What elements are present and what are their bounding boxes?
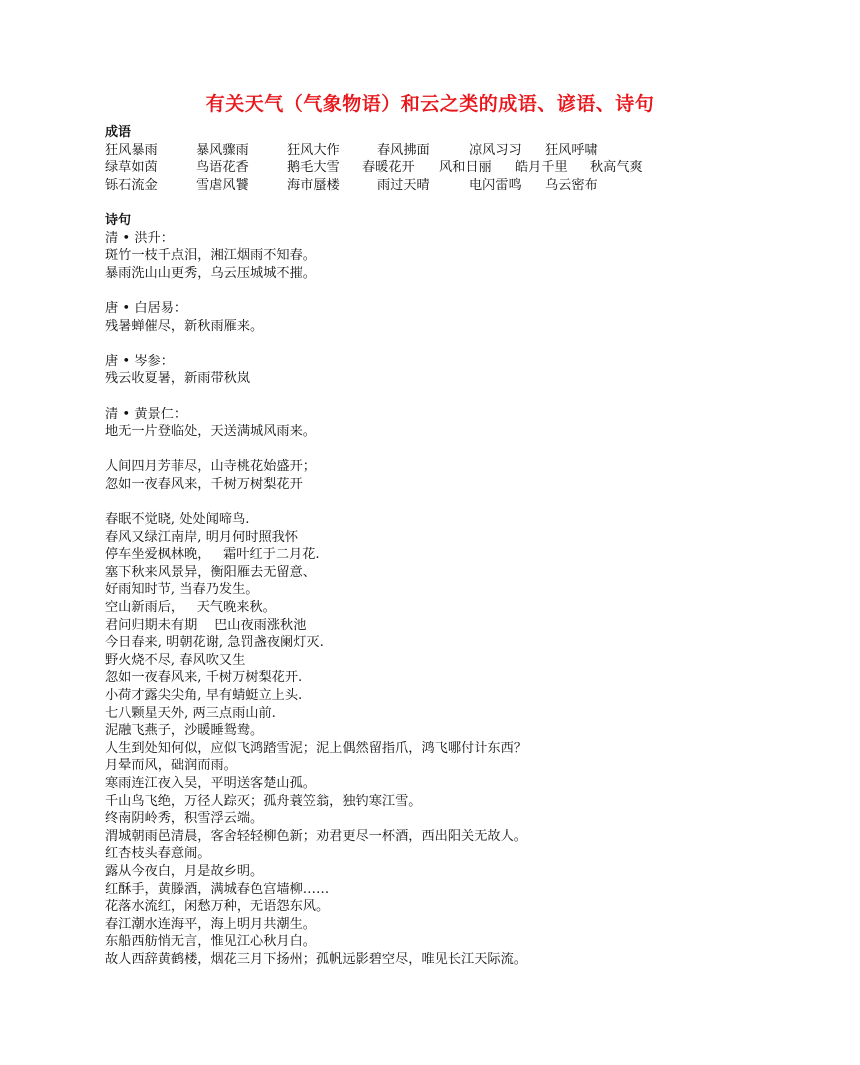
poem-block — [105, 353, 805, 388]
poem-block — [105, 230, 805, 283]
poem-author: 唐 • 白居易： — [105, 300, 188, 316]
poem-line: 君问归期未有期 巴山夜雨涨秋池 — [105, 617, 307, 633]
idiom-item: 皓月千里 — [515, 160, 568, 176]
poem-line: 故人西辞黄鹤楼，烟花三月下扬州；孤帆远影碧空尽，唯见长江天际流。 — [105, 951, 527, 967]
poem-line: 今日春来, 明朝花谢, 急罚盏夜阑灯灭. — [105, 635, 324, 651]
poem-line: 人间四月芳菲尽，山寺桃花始盛开； — [105, 459, 316, 475]
poem-line: 塞下秋来风景异，衡阳雁去无留意、 — [105, 564, 316, 580]
poem-line: 红酥手，黄滕酒，满城春色宫墙柳…… — [105, 881, 330, 897]
poem-block — [105, 511, 805, 968]
poem-line: 忽如一夜春风来，千树万树梨花开 — [105, 476, 303, 492]
idiom-item: 鸟语花香 — [196, 160, 249, 176]
idiom-item: 海市蜃楼 — [287, 177, 340, 193]
idiom-item: 春暖花开 — [362, 160, 415, 176]
idiom-item: 铄石流金 — [105, 177, 158, 193]
idioms-list — [105, 142, 805, 195]
poem-line: 春风又绿江南岸, 明月何时照我怀 — [105, 529, 299, 545]
poem-line: 东船西舫悄无言，惟见江心秋月白。 — [105, 934, 316, 950]
spacer — [105, 335, 805, 353]
poem-line: 残暑蝉催尽，新秋雨雁来。 — [105, 318, 264, 334]
idiom-item: 绿草如茵 — [105, 160, 158, 176]
poem-line: 人生到处知何似，应似飞鸿踏雪泥；泥上偶然留指爪，鸿飞哪付计东西？ — [105, 740, 527, 756]
poem-line: 红杏枝头春意闹。 — [105, 846, 211, 862]
idiom-item: 秋高气爽 — [590, 160, 643, 176]
poem-line: 露从今夜白，月是故乡明。 — [105, 863, 264, 879]
idiom-item: 凉风习习 — [469, 142, 522, 158]
document-body — [105, 124, 805, 969]
spacer — [105, 282, 805, 300]
poem-line: 停车坐爱枫林晚， 霜叶红于二月花. — [105, 547, 320, 563]
poem-line: 春江潮水连海平，海上明月共潮生。 — [105, 916, 316, 932]
poem-block — [105, 300, 805, 335]
poem-line: 七八颗星天外, 两三点雨山前. — [105, 705, 276, 721]
idiom-item: 狂风暴雨 — [105, 142, 158, 158]
poem-line: 渭城朝雨邑清晨，客舍轻轻柳色新；劝君更尽一杯酒，西出阳关无故人。 — [105, 828, 527, 844]
idiom-item: 乌云密布 — [545, 177, 598, 193]
idiom-item: 春风拂面 — [377, 142, 430, 158]
spacer — [105, 493, 805, 511]
poem-author: 清 • 洪升： — [105, 230, 174, 246]
poem-line: 泥融飞燕子，沙暖睡鸳鸯。 — [105, 723, 264, 739]
document-title: 有关天气（气象物语）和云之类的成语、谚语、诗句 — [205, 93, 655, 115]
poem-line: 地无一片登临处，天送满城风雨来。 — [105, 424, 316, 440]
idiom-row — [105, 159, 805, 177]
poem-line: 月晕而风，础润而雨。 — [105, 758, 237, 774]
poem-block — [105, 458, 805, 493]
spacer — [105, 441, 805, 459]
poem-line: 春眠不觉晓, 处处闻啼鸟. — [105, 512, 250, 528]
poem-line: 野火烧不尽, 春风吹又生 — [105, 652, 246, 668]
poems-heading: 诗句 — [105, 212, 132, 228]
poem-line: 千山鸟飞绝，万径人踪灭；孤舟蓑笠翁，独钓寒江雪。 — [105, 793, 422, 809]
poem-line: 忽如一夜春风来, 千树万树梨花开. — [105, 670, 303, 686]
idiom-item: 狂风大作 — [287, 142, 340, 158]
idiom-row — [105, 177, 805, 195]
poem-line: 空山新雨后， 天气晚来秋。 — [105, 600, 276, 616]
poem-line: 花落水流红，闲愁万种，无语怨东风。 — [105, 899, 330, 915]
idiom-item: 雪虐风饕 — [196, 177, 249, 193]
idiom-item: 雨过天晴 — [377, 177, 430, 193]
idiom-item: 暴风骤雨 — [196, 142, 249, 158]
spacer — [105, 194, 805, 212]
poem-author: 唐 • 岑参： — [105, 353, 174, 369]
poem-block — [105, 406, 805, 441]
poems-list — [105, 230, 805, 969]
poem-line: 好雨知时节, 当春乃发生。 — [105, 582, 259, 598]
idiom-item: 风和日丽 — [439, 160, 492, 176]
poem-line: 终南阴岭秀，积雪浮云端。 — [105, 811, 264, 827]
idiom-item: 电闪雷鸣 — [469, 177, 522, 193]
idiom-item: 狂风呼啸 — [545, 142, 598, 158]
idiom-row — [105, 142, 805, 160]
poem-line: 暴雨洗山山更秀，乌云压城城不摧。 — [105, 265, 316, 281]
poem-line: 小荷才露尖尖角, 早有蜻蜓立上头. — [105, 688, 303, 703]
poem-line: 斑竹一枝千点泪，湘江烟雨不知春。 — [105, 248, 316, 264]
idioms-heading: 成语 — [105, 125, 132, 140]
poem-line: 寒雨连江夜入吴，平明送客楚山孤。 — [105, 775, 316, 791]
idiom-item: 鹅毛大雪 — [287, 160, 340, 176]
poem-author: 清 • 黄景仁： — [105, 406, 188, 422]
spacer — [105, 388, 805, 406]
poem-line: 残云收夏暑，新雨带秋岚 — [105, 371, 251, 387]
